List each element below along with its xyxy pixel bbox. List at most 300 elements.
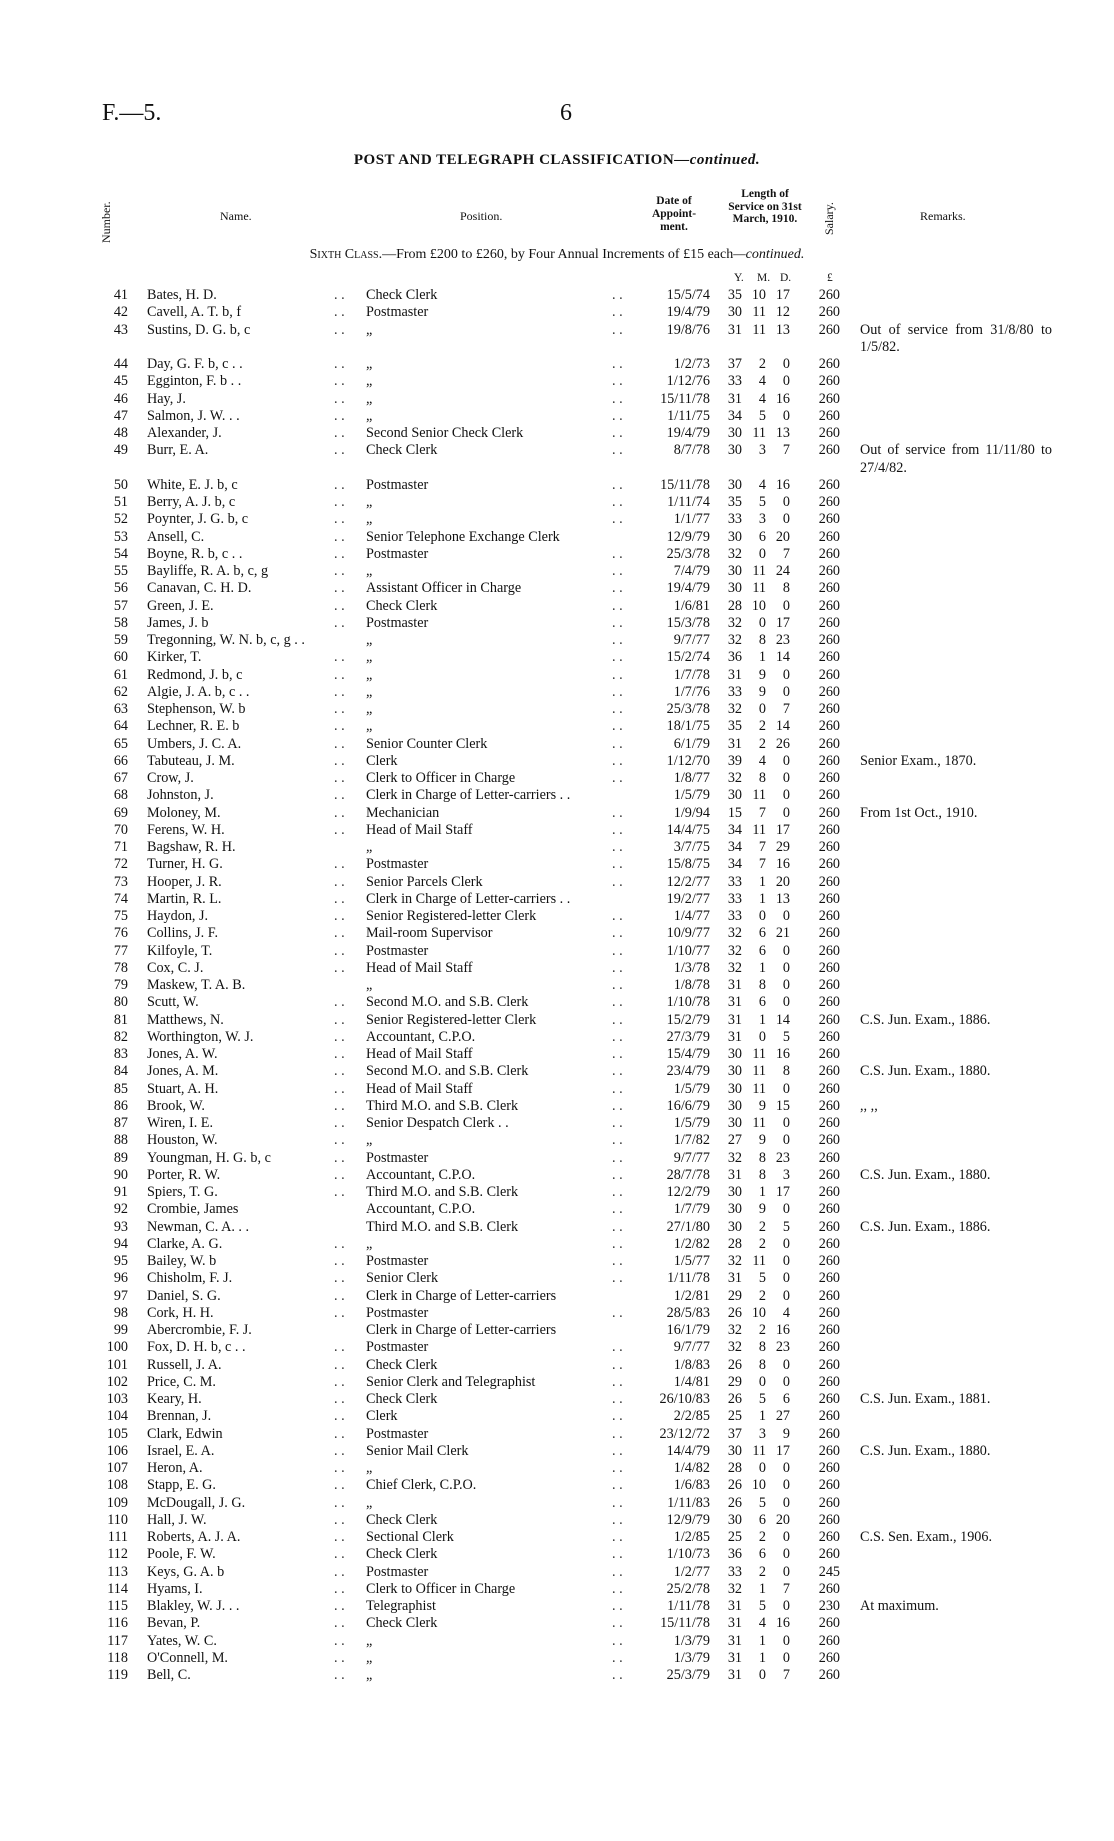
row-position: Senior Mail Clerk xyxy=(366,1442,469,1459)
row-date: 1/8/83 xyxy=(673,1356,710,1373)
row-months: 11 xyxy=(752,563,766,579)
row-salary: 260 xyxy=(818,1097,840,1114)
row-years: 34 xyxy=(727,839,742,855)
row-leader-dots: . . xyxy=(612,614,623,631)
row-date: 1/4/77 xyxy=(673,908,710,924)
row-months: 0 xyxy=(758,1667,766,1683)
row-leader-dots: . . xyxy=(334,735,345,752)
row-position: „ xyxy=(366,356,373,372)
row-years: 33 xyxy=(727,890,742,907)
row-days: 13 xyxy=(775,321,790,338)
row-date: 1/6/83 xyxy=(673,1477,710,1494)
table-row xyxy=(0,1546,1114,1563)
row-date: 1/10/77 xyxy=(666,942,710,959)
row-number: 101 xyxy=(106,1356,128,1373)
row-leader-dots: . . xyxy=(334,942,345,959)
row-position: Second M.O. and S.B. Clerk xyxy=(366,994,529,1011)
row-leader-dots: . . xyxy=(612,563,623,579)
row-months: 3 xyxy=(758,442,766,459)
column-headers xyxy=(0,185,1114,250)
row-salary: 260 xyxy=(818,1494,840,1511)
row-name: Jones, A. W. xyxy=(147,1046,218,1062)
row-leader-dots: . . xyxy=(612,1115,623,1131)
row-years: 29 xyxy=(727,1287,742,1304)
row-years: 32 xyxy=(727,1253,742,1269)
row-leader-dots: . . xyxy=(612,1511,623,1528)
row-salary: 260 xyxy=(818,1235,840,1252)
row-number: 64 xyxy=(113,718,128,735)
row-years: 28 xyxy=(727,597,742,614)
row-leader-dots: . . xyxy=(612,321,623,338)
row-days: 0 xyxy=(782,770,790,786)
table-row xyxy=(0,391,1114,408)
row-date: 15/11/78 xyxy=(660,390,710,407)
row-years: 26 xyxy=(727,1494,742,1511)
row-leader-dots: . . xyxy=(334,1270,345,1287)
row-years: 32 xyxy=(727,1339,742,1356)
row-date: 12/2/77 xyxy=(666,873,710,890)
row-days: 17 xyxy=(775,821,790,838)
header-length: Length of Service on 31st March, 1910. xyxy=(728,188,802,225)
row-date: 25/2/78 xyxy=(666,1580,710,1597)
row-position: „ xyxy=(366,407,373,424)
row-years: 31 xyxy=(727,1028,742,1045)
row-remarks: C.S. Jun. Exam., 1886. xyxy=(860,1218,991,1235)
row-leader-dots: . . xyxy=(612,1304,623,1321)
row-days: 3 xyxy=(782,1166,790,1183)
row-years: 36 xyxy=(727,649,742,666)
row-days: 16 xyxy=(775,856,790,873)
row-salary: 260 xyxy=(818,425,840,441)
row-date: 1/2/73 xyxy=(673,356,710,372)
unit-pound: £ xyxy=(827,272,833,284)
row-months: 5 xyxy=(758,494,766,510)
row-leader-dots: . . xyxy=(334,1442,345,1459)
row-date: 9/7/77 xyxy=(673,1149,710,1166)
table-row xyxy=(0,442,1114,477)
row-months: 2 xyxy=(758,1235,766,1252)
row-salary: 260 xyxy=(818,908,840,924)
table-row xyxy=(0,1633,1114,1650)
row-leader-dots: . . xyxy=(334,1511,345,1528)
row-months: 1 xyxy=(758,1632,766,1649)
row-number: 79 xyxy=(113,977,128,993)
row-position: „ xyxy=(366,1132,373,1149)
row-number: 41 xyxy=(113,287,128,303)
row-position: Postmaster xyxy=(366,1304,429,1321)
row-name: Price, C. M. xyxy=(147,1373,216,1390)
row-leader-dots: . . xyxy=(612,287,623,303)
row-days: 13 xyxy=(775,425,790,441)
row-leader-dots: . . xyxy=(612,977,623,993)
row-leader-dots: . . xyxy=(612,1166,623,1183)
row-leader-dots: . . xyxy=(334,476,345,493)
row-name: Lechner, R. E. b xyxy=(147,718,240,735)
row-position: „ xyxy=(366,1632,373,1649)
row-months: 10 xyxy=(751,597,766,614)
row-number: 62 xyxy=(113,683,128,700)
row-days: 0 xyxy=(782,804,790,821)
row-leader-dots: . . xyxy=(612,1649,623,1666)
row-name: Kilfoyle, T. xyxy=(147,942,213,959)
row-date: 1/1/77 xyxy=(673,511,710,528)
row-remarks: At maximum. xyxy=(860,1598,939,1614)
row-days: 17 xyxy=(775,1184,790,1200)
table-row xyxy=(0,1443,1114,1460)
table-row xyxy=(0,580,1114,597)
row-leader-dots: . . xyxy=(612,1046,623,1062)
row-position: „ xyxy=(366,683,373,700)
row-name: Crow, J. xyxy=(147,770,194,786)
row-name: Spiers, T. G. xyxy=(147,1184,218,1200)
row-leader-dots: . . xyxy=(334,994,345,1011)
row-leader-dots: . . xyxy=(334,614,345,631)
row-date: 1/4/81 xyxy=(673,1373,710,1390)
row-days: 9 xyxy=(782,1425,790,1442)
table-row xyxy=(0,356,1114,373)
row-date: 1/5/79 xyxy=(673,787,710,804)
row-position: Check Clerk xyxy=(366,1511,438,1528)
row-position: Third M.O. and S.B. Clerk xyxy=(366,1184,519,1200)
row-leader-dots: . . xyxy=(612,1028,623,1045)
row-number: 50 xyxy=(113,476,128,493)
table-row xyxy=(0,1477,1114,1494)
row-position: Sectional Clerk xyxy=(366,1529,454,1545)
row-days: 14 xyxy=(775,649,790,666)
row-leader-dots: . . xyxy=(612,425,623,441)
table-row xyxy=(0,1667,1114,1684)
row-position: „ xyxy=(366,718,373,735)
row-leader-dots: . . xyxy=(612,683,623,700)
row-position: Mechanician xyxy=(366,804,440,821)
row-position: Postmaster xyxy=(366,1149,429,1166)
row-date: 1/8/78 xyxy=(673,977,710,993)
row-name: Algie, J. A. b, c . . xyxy=(147,683,250,700)
row-days: 26 xyxy=(775,735,790,752)
row-number: 84 xyxy=(113,1063,128,1080)
row-number: 99 xyxy=(113,1322,128,1338)
row-leader-dots: . . xyxy=(612,994,623,1011)
row-leader-dots: . . xyxy=(612,925,623,942)
row-salary: 260 xyxy=(818,1373,840,1390)
row-date: 1/3/79 xyxy=(673,1632,710,1649)
row-salary: 260 xyxy=(818,1632,840,1649)
row-salary: 260 xyxy=(818,528,840,545)
row-remarks: ,, ,, xyxy=(860,1097,878,1114)
row-name: Johnston, J. xyxy=(147,787,214,804)
table-row xyxy=(0,1598,1114,1615)
row-position: Check Clerk xyxy=(366,1391,438,1407)
row-name: Keary, H. xyxy=(147,1391,202,1407)
row-number: 54 xyxy=(113,545,128,562)
row-years: 33 xyxy=(727,511,742,528)
row-date: 1/11/78 xyxy=(667,1598,710,1614)
row-salary: 260 xyxy=(818,1339,840,1356)
row-salary: 260 xyxy=(818,925,840,942)
row-name: Blakley, W. J. . . xyxy=(147,1598,240,1614)
row-months: 5 xyxy=(758,1494,766,1511)
header-date: Date of Appoint- ment. xyxy=(651,195,697,233)
header-salary: Salary. xyxy=(822,202,836,235)
row-position: „ xyxy=(366,563,373,579)
row-position: Clerk to Officer in Charge xyxy=(366,1580,516,1597)
row-years: 35 xyxy=(727,718,742,735)
row-months: 8 xyxy=(758,977,766,993)
row-name: Egginton, F. b . . xyxy=(147,373,242,390)
row-leader-dots: . . xyxy=(612,1598,623,1614)
row-number: 49 xyxy=(113,442,128,459)
row-salary: 260 xyxy=(818,1511,840,1528)
row-days: 15 xyxy=(775,1097,790,1114)
row-name: Worthington, W. J. xyxy=(147,1028,254,1045)
row-months: 5 xyxy=(758,1598,766,1614)
row-years: 32 xyxy=(727,959,742,976)
row-salary: 260 xyxy=(818,1529,840,1545)
row-salary: 260 xyxy=(818,959,840,976)
row-years: 30 xyxy=(727,1080,742,1097)
row-leader-dots: . . xyxy=(334,1011,345,1028)
row-leader-dots: . . xyxy=(334,890,345,907)
table-row xyxy=(0,977,1114,994)
row-date: 10/9/77 xyxy=(666,925,710,942)
row-salary: 260 xyxy=(818,890,840,907)
row-name: Clarke, A. G. xyxy=(147,1235,223,1252)
header-number: Number. xyxy=(99,201,113,243)
row-remarks: Out of service from 31/8/80 to 1/5/82. xyxy=(860,321,1052,355)
row-salary: 260 xyxy=(818,1115,840,1131)
row-date: 1/8/77 xyxy=(673,770,710,786)
row-years: 15 xyxy=(727,804,742,821)
row-date: 25/3/79 xyxy=(666,1667,710,1683)
row-months: 2 xyxy=(758,718,766,735)
row-months: 7 xyxy=(758,839,766,855)
header-position: Position. xyxy=(460,209,503,223)
row-number: 103 xyxy=(106,1391,128,1407)
row-leader-dots: . . xyxy=(334,1529,345,1545)
row-leader-dots: . . xyxy=(612,942,623,959)
row-name: O'Connell, M. xyxy=(147,1649,228,1666)
row-months: 4 xyxy=(758,752,766,769)
row-name: Brennan, J. xyxy=(147,1408,212,1425)
row-date: 12/2/79 xyxy=(666,1184,710,1200)
row-leader-dots: . . xyxy=(334,1304,345,1321)
row-name: Hay, J. xyxy=(147,390,186,407)
row-salary: 260 xyxy=(818,1011,840,1028)
row-salary: 260 xyxy=(818,614,840,631)
row-position: Head of Mail Staff xyxy=(366,959,473,976)
row-number: 42 xyxy=(113,304,128,321)
row-days: 0 xyxy=(782,787,790,804)
title-suffix: —continued. xyxy=(674,152,761,168)
row-months: 9 xyxy=(758,1132,766,1149)
row-date: 15/2/79 xyxy=(666,1011,710,1028)
row-months: 11 xyxy=(752,304,766,321)
row-date: 1/2/77 xyxy=(673,1563,710,1580)
table-row xyxy=(0,1184,1114,1201)
row-leader-dots: . . xyxy=(334,373,345,390)
row-years: 31 xyxy=(727,1270,742,1287)
row-days: 20 xyxy=(775,528,790,545)
row-position: Clerk in Charge of Letter-carriers . . xyxy=(366,890,571,907)
row-months: 2 xyxy=(758,1218,766,1235)
row-name: Stapp, E. G. xyxy=(147,1477,216,1494)
row-salary: 260 xyxy=(818,821,840,838)
row-salary: 245 xyxy=(818,1563,840,1580)
table-row xyxy=(0,322,1114,357)
row-position: Check Clerk xyxy=(366,1356,438,1373)
row-leader-dots: . . xyxy=(612,1460,623,1476)
row-leader-dots: . . xyxy=(612,718,623,735)
row-leader-dots: . . xyxy=(612,407,623,424)
row-months: 1 xyxy=(758,1580,766,1597)
class-text: —From £200 to £260, by Four Annual Increments of £15 each xyxy=(382,247,734,262)
row-months: 11 xyxy=(752,1080,766,1097)
row-months: 5 xyxy=(758,1270,766,1287)
row-position: Accountant, C.P.O. xyxy=(366,1028,476,1045)
row-months: 6 xyxy=(758,942,766,959)
row-months: 10 xyxy=(751,287,766,303)
row-number: 87 xyxy=(113,1115,128,1131)
row-salary: 260 xyxy=(818,666,840,683)
row-number: 45 xyxy=(113,373,128,390)
row-salary: 260 xyxy=(818,1649,840,1666)
row-months: 8 xyxy=(758,1356,766,1373)
row-date: 15/5/74 xyxy=(666,287,710,303)
row-name: Clark, Edwin xyxy=(147,1425,223,1442)
row-number: 108 xyxy=(106,1477,128,1494)
row-date: 15/2/74 xyxy=(666,649,710,666)
row-months: 11 xyxy=(752,1253,766,1269)
row-salary: 260 xyxy=(818,1477,840,1494)
row-position: „ xyxy=(366,632,373,648)
row-number: 119 xyxy=(107,1667,128,1683)
row-salary: 260 xyxy=(818,1546,840,1563)
row-months: 6 xyxy=(758,925,766,942)
row-days: 0 xyxy=(782,908,790,924)
row-number: 66 xyxy=(113,752,128,769)
row-leader-dots: . . xyxy=(612,701,623,717)
row-salary: 260 xyxy=(818,476,840,493)
row-leader-dots: . . xyxy=(612,580,623,597)
row-leader-dots: . . xyxy=(334,563,345,579)
row-position: Chief Clerk, C.P.O. xyxy=(366,1477,477,1494)
page-title xyxy=(0,152,1114,169)
row-name: Brook, W. xyxy=(147,1097,205,1114)
row-salary: 260 xyxy=(818,304,840,321)
row-leader-dots: . . xyxy=(334,1149,345,1166)
table-row xyxy=(0,1391,1114,1408)
row-years: 37 xyxy=(727,356,742,372)
row-years: 32 xyxy=(727,770,742,786)
row-salary: 260 xyxy=(818,545,840,562)
row-name: Ansell, C. xyxy=(147,528,205,545)
row-days: 16 xyxy=(775,1046,790,1062)
row-days: 0 xyxy=(782,1253,790,1269)
row-number: 80 xyxy=(113,994,128,1011)
row-months: 8 xyxy=(758,1166,766,1183)
row-months: 0 xyxy=(758,614,766,631)
row-remarks: Out of service from 11/11/80 to 27/4/82. xyxy=(860,442,1052,476)
row-name: Heron, A. xyxy=(147,1460,203,1476)
row-date: 1/11/75 xyxy=(667,407,710,424)
row-salary: 260 xyxy=(818,804,840,821)
row-number: 90 xyxy=(113,1166,128,1183)
row-date: 1/7/78 xyxy=(673,666,710,683)
row-leader-dots: . . xyxy=(612,1632,623,1649)
row-salary: 260 xyxy=(818,321,840,338)
row-number: 118 xyxy=(107,1649,128,1666)
row-months: 6 xyxy=(758,1546,766,1563)
table-row xyxy=(0,943,1114,960)
row-days: 0 xyxy=(782,1598,790,1614)
row-years: 31 xyxy=(727,735,742,752)
row-salary: 260 xyxy=(818,511,840,528)
row-salary: 260 xyxy=(818,563,840,579)
row-leader-dots: . . xyxy=(612,511,623,528)
row-name: Burr, E. A. xyxy=(147,442,209,459)
row-years: 31 xyxy=(727,1649,742,1666)
row-number: 97 xyxy=(113,1287,128,1304)
row-days: 0 xyxy=(782,494,790,510)
row-months: 11 xyxy=(752,1115,766,1131)
row-date: 25/3/78 xyxy=(666,545,710,562)
row-leader-dots: . . xyxy=(334,1115,345,1131)
row-position: „ xyxy=(366,390,373,407)
table-row xyxy=(0,511,1114,528)
row-date: 15/3/78 xyxy=(666,614,710,631)
row-salary: 260 xyxy=(818,407,840,424)
row-leader-dots: . . xyxy=(334,1494,345,1511)
row-position: „ xyxy=(366,494,373,510)
row-salary: 260 xyxy=(818,856,840,873)
row-salary: 260 xyxy=(818,1253,840,1269)
row-leader-dots: . . xyxy=(334,407,345,424)
row-days: 7 xyxy=(782,442,790,459)
row-position: Clerk in Charge of Letter-carriers . . xyxy=(366,787,571,804)
row-salary: 260 xyxy=(818,1184,840,1200)
row-years: 31 xyxy=(727,1632,742,1649)
row-days: 0 xyxy=(782,356,790,372)
table-row xyxy=(0,546,1114,563)
row-date: 1/3/79 xyxy=(673,1649,710,1666)
row-number: 56 xyxy=(113,580,128,597)
row-days: 0 xyxy=(782,1632,790,1649)
row-leader-dots: . . xyxy=(334,1546,345,1563)
row-name: Bagshaw, R. H. xyxy=(147,839,236,855)
row-leader-dots: . . xyxy=(334,1080,345,1097)
row-years: 30 xyxy=(727,1063,742,1080)
row-salary: 260 xyxy=(818,1080,840,1097)
table-row xyxy=(0,1650,1114,1667)
row-name: Martin, R. L. xyxy=(147,890,222,907)
table-row xyxy=(0,753,1114,770)
row-leader-dots: . . xyxy=(612,1218,623,1235)
row-leader-dots: . . xyxy=(334,1598,345,1614)
row-number: 95 xyxy=(113,1253,128,1269)
row-number: 93 xyxy=(113,1218,128,1235)
row-date: 16/6/79 xyxy=(666,1097,710,1114)
row-months: 11 xyxy=(752,1046,766,1062)
row-date: 28/7/78 xyxy=(666,1166,710,1183)
row-remarks: C.S. Jun. Exam., 1881. xyxy=(860,1391,991,1407)
row-position: Senior Parcels Clerk xyxy=(366,873,483,890)
row-position: Mail-room Supervisor xyxy=(366,925,493,942)
row-leader-dots: . . xyxy=(612,442,623,459)
row-name: Chisholm, F. J. xyxy=(147,1270,233,1287)
row-months: 0 xyxy=(758,908,766,924)
row-leader-dots: . . xyxy=(612,1563,623,1580)
row-leader-dots: . . xyxy=(334,1563,345,1580)
